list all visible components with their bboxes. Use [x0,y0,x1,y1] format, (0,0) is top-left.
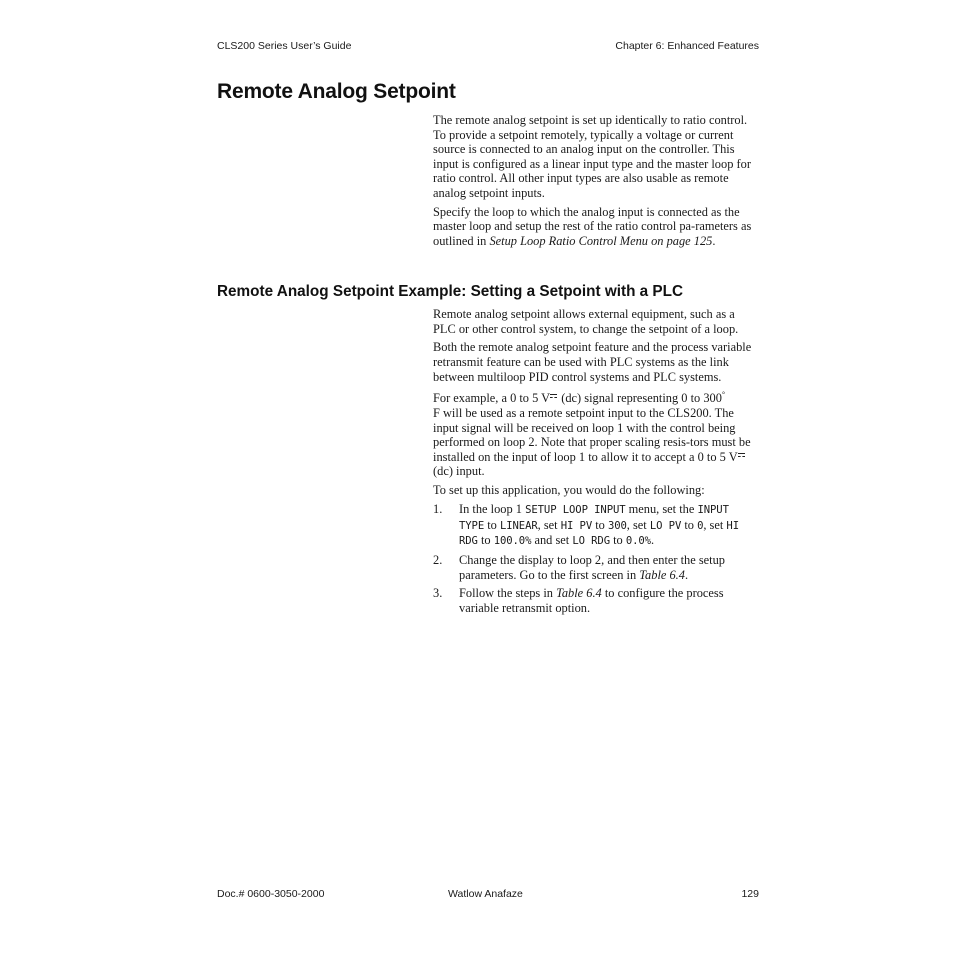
step-text: , set [626,517,650,532]
step-text: to [484,517,500,532]
dc-voltage-icon [738,453,745,458]
section2-body [433,307,760,620]
step-text: In the loop 1 [459,502,526,516]
step-text: , set [703,517,727,532]
section1-p2-text-b: . [712,233,716,248]
p3-text-a: For example, a 0 to 5 V [433,391,551,406]
setup-steps-list [433,502,760,616]
step-text: to [592,517,608,532]
step-text: Follow the steps in [459,586,557,601]
setup-step-2 [433,553,760,582]
value-300: 300 [607,519,627,532]
value-linear: LINEAR [499,519,538,532]
section1-paragraph-1: The remote analog setpoint is set up identically to ratio control. To provide a setpoint remotely, typically a voltage or current source is connected to an analog input on the controller. This input is configured as a linear input type and the master loop for ratio control. All other input types are also usable as remote analog setpoint inputs. [433,113,751,200]
param-hi-rdg: HI RDG [459,519,739,548]
step-number: 2. [433,552,443,567]
step-number: 1. [433,502,443,516]
value-0: 0 [697,519,704,532]
param-input-type: INPUT TYPE [459,504,729,532]
step-text: . [650,533,655,548]
step-text: to [681,517,698,532]
param-lo-rdg: LO RDG [572,535,610,548]
cross-reference-table-6-4[interactable]: Table 6.4 [639,567,685,582]
cross-reference-table-6-4[interactable]: Table 6.4 [556,586,602,601]
step-text: . [684,567,689,582]
section-title-remote-analog-setpoint: Remote Analog Setpoint [217,80,456,103]
header-left: CLS200 Series User’s Guide [217,40,352,52]
section2-paragraph-2: Both the remote analog setpoint feature and the process variable retransmit feature can be used with PLC systems as the link between multiloop PID control systems and PLC systems. [433,340,752,384]
step-text: to [477,533,494,548]
step-number: 3. [433,586,443,601]
cross-reference-ratio-menu[interactable]: Setup Loop Ratio Control Menu on page 125 [489,233,713,248]
header-right: Chapter 6: Enhanced Features [615,40,759,52]
section1-paragraph-2 [433,205,760,249]
step-text: to [609,533,626,548]
section-title-plc-example: Remote Analog Setpoint Example: Setting a Setpoint with a PLC [217,283,684,300]
param-lo-pv: LO PV [649,519,682,532]
setup-step-1 [433,502,760,549]
footer-company: Watlow Anafaze [448,888,523,900]
setup-step-3 [433,586,760,615]
section2-paragraph-4: To set up this application, you would do the following: [433,483,705,498]
degree-symbol: ° [721,390,726,400]
menu-name-setup-loop-input: SETUP LOOP INPUT [525,504,626,516]
p3-text-c: F will be used as a remote setpoint input to the CLS200. The input signal will be received on loop 1 with the control being performed on loop 2. Note that proper scaling resis-tors must be installed on the input of loop 1 to allow it to accept a 0 to 5 V [433,406,751,464]
value-0-percent: 0.0% [625,535,651,548]
param-hi-pv: HI PV [560,519,593,532]
step-text: to configure the process variable retransmit option. [459,586,724,615]
value-100-percent: 100.0% [493,535,532,548]
section2-paragraph-1: Remote analog setpoint allows external equipment, such as a PLC or other control system, to change the setpoint of a loop. [433,307,739,336]
step-text: menu, set the [625,502,698,516]
footer-page-number: 129 [741,888,759,900]
section2-paragraph-3 [433,388,760,479]
p3-text-b: (dc) signal representing 0 to 300 [558,391,722,406]
dc-voltage-icon [550,394,557,399]
footer-doc-number: Doc.# 0600-3050-2000 [217,888,325,900]
section1-p2-text-a: Specify the loop to which the analog input is connected as the master loop and setup the rest of the ratio control pa-rameters as outlined in [433,204,752,248]
section1-body [433,113,760,253]
step-text: Change the display to loop 2, and then enter the setup parameters. Go to the first screen in [459,552,725,582]
p3-text-d: (dc) input. [433,464,485,479]
step-text: , set [537,517,561,532]
step-text: and set [531,533,573,548]
